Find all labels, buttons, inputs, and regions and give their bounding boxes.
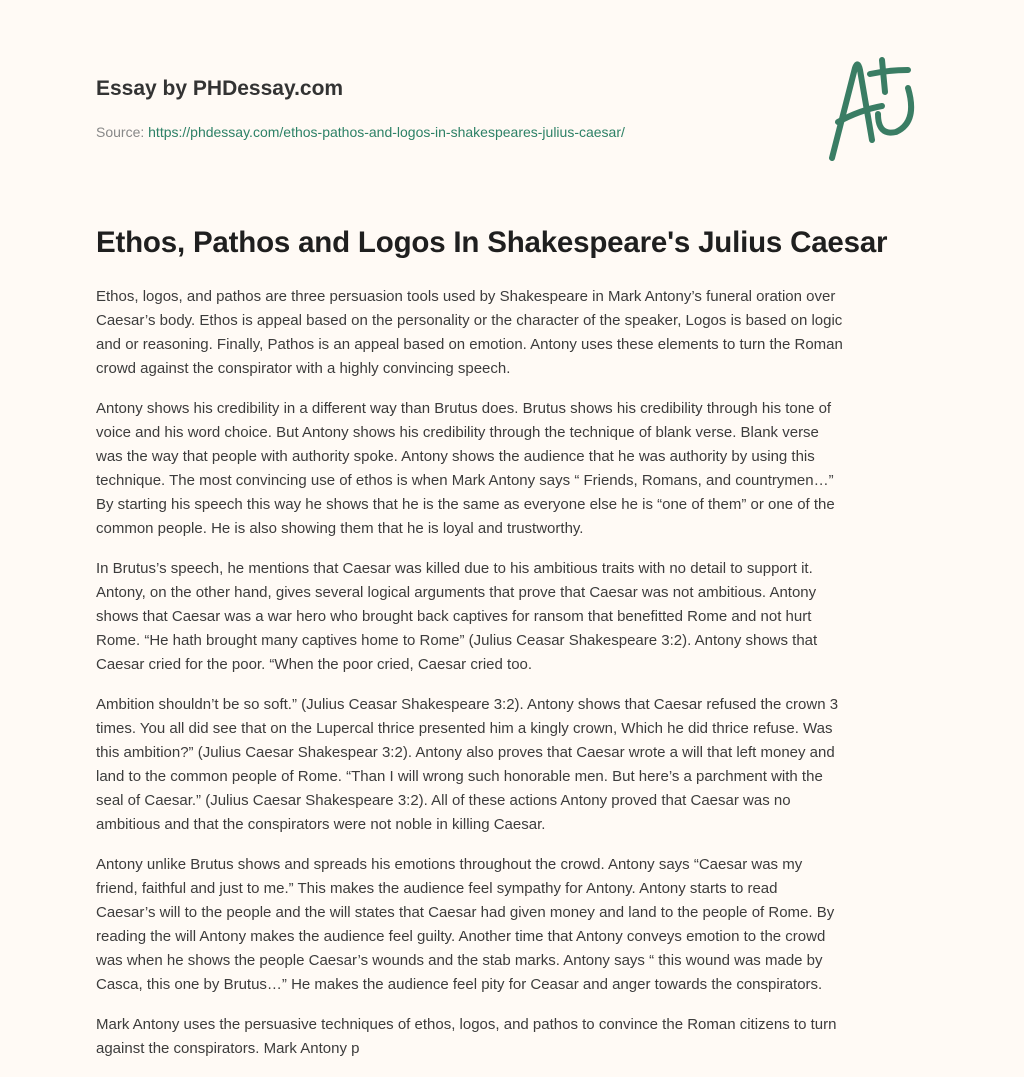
essay-paragraph: [96, 397, 936, 541]
essay-paragraph: [96, 853, 936, 997]
essay-paragraph: [96, 285, 936, 381]
paragraph-line: reading the will Antony makes the audience feel guilty. Another time that Antony conveys emotion to the crowd: [96, 928, 826, 945]
paragraph-line: ambitious and that the conspirators were not noble in killing Caesar.: [96, 816, 546, 833]
paragraph-line: against the conspirators. Mark Antony p: [96, 1040, 360, 1057]
paragraph-line: shows that Caesar was a war hero who brought back captives for ransom that benefitted Rome and not hurt: [96, 608, 812, 625]
paragraph-line: this ambition?” (Julius Caesar Shakespear 3:2). Antony also proves that Caesar wrote a will that left money and: [96, 744, 835, 761]
paragraph-line: technique. The most convincing use of ethos is when Mark Antony says “ Friends, Romans, and countrymen…”: [96, 472, 834, 489]
source-label: Source:: [96, 124, 145, 140]
a-plus-logo-icon: [820, 40, 930, 165]
paragraph-line: Antony unlike Brutus shows and spreads his emotions throughout the crowd. Antony says “Caesar was my: [96, 856, 803, 873]
essay-paragraph: [96, 557, 936, 677]
paragraph-line: By starting his speech this way he shows that he is the same as everyone else he is “one of them” or one of the: [96, 496, 835, 513]
essay-body: [96, 285, 936, 1077]
site-brand: Essay by PHDessay.com: [96, 77, 344, 100]
paragraph-line: Caesar’s body. Ethos is appeal based on the personality or the character of the speaker, Logos is based on logic: [96, 312, 843, 329]
paragraph-line: In Brutus’s speech, he mentions that Caesar was killed due to his ambitious traits with no detail to support it.: [96, 560, 813, 577]
paragraph-line: and or reasoning. Finally, Pathos is an appeal based on emotion. Antony uses these elements to turn the Roman: [96, 336, 843, 353]
paragraph-line: Caesar cried for the poor. “When the poor cried, Caesar cried too.: [96, 656, 533, 673]
paragraph-line: Casca, this one by Brutus…” He makes the audience feel pity for Ceasar and anger towards the conspirators.: [96, 976, 823, 993]
paragraph-line: voice and his word choice. But Antony shows his credibility through the technique of blank verse. Blank verse: [96, 424, 819, 441]
paragraph-line: was when he shows the people Caesar’s wounds and the stab marks. Antony says “ this wound was made by: [96, 952, 823, 969]
essay-paragraph: [96, 693, 936, 837]
paragraph-line: common people. He is also showing them that he is loyal and trustworthy.: [96, 520, 584, 537]
paragraph-line: times. You all did see that on the Lupercal thrice presented him a kingly crown, Which he did thrice refuse. Was: [96, 720, 833, 737]
source-line: [96, 124, 625, 140]
paragraph-line: was the way that people with authority spoke. Antony shows the audience that he was authority by using this: [96, 448, 815, 465]
paragraph-line: land to the common people of Rome. “Than I will wrong such honorable men. But here’s a parchment with the: [96, 768, 823, 785]
source-link[interactable]: https://phdessay.com/ethos-pathos-and-logos-in-shakespeares-julius-caesar/: [148, 124, 625, 140]
paragraph-line: friend, faithful and just to me.” This makes the audience feel sympathy for Antony. Antony starts to read: [96, 880, 778, 897]
paragraph-line: Mark Antony uses the persuasive techniques of ethos, logos, and pathos to convince the Roman citizens to turn: [96, 1016, 837, 1033]
paragraph-line: Ambition shouldn’t be so soft.” (Julius Ceasar Shakespeare 3:2). Antony shows that Caesar refused the crown 3: [96, 696, 839, 713]
paragraph-line: Ethos, logos, and pathos are three persuasion tools used by Shakespeare in Mark Antony’s funeral oration over: [96, 288, 836, 305]
paragraph-line: Antony shows his credibility in a different way than Brutus does. Brutus shows his credibility through his tone of: [96, 400, 832, 417]
paragraph-line: Rome. “He hath brought many captives home to Rome” (Julius Ceasar Shakespeare 3:2). Antony shows that: [96, 632, 818, 649]
paragraph-line: Antony, on the other hand, gives several logical arguments that prove that Caesar was not ambitious. Antony: [96, 584, 817, 601]
essay-title: Ethos, Pathos and Logos In Shakespeare's Julius Caesar: [96, 226, 888, 259]
paragraph-line: crowd against the conspirator with a highly convincing speech.: [96, 360, 511, 377]
essay-paragraph: [96, 1013, 936, 1061]
paragraph-line: Caesar’s will to the people and the will states that Caesar had given money and land to the people of Rome. By: [96, 904, 835, 921]
paragraph-line: seal of Caesar.” (Julius Caesar Shakespeare 3:2). All of these actions Antony proved that Caesar was no: [96, 792, 791, 809]
